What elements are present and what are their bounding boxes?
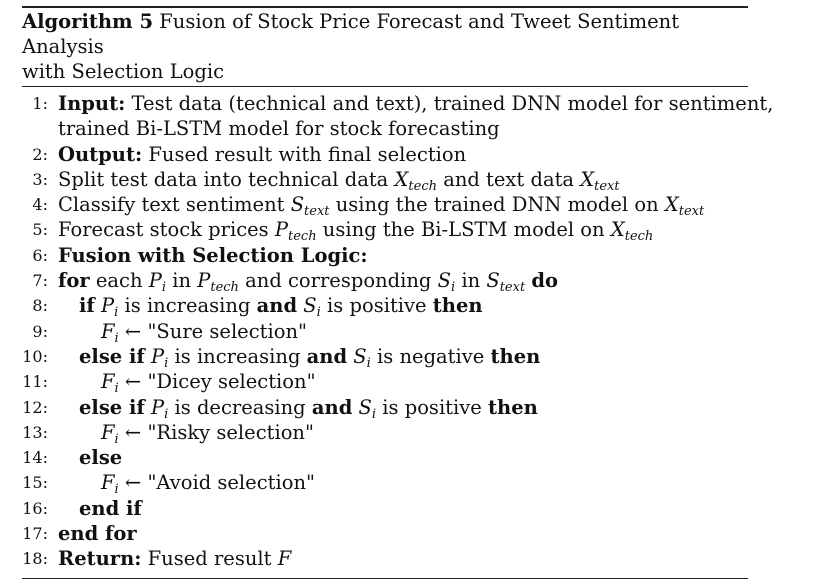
math-var: F: [101, 420, 115, 444]
line-number: 8:: [32, 296, 48, 316]
line-text: and corresponding: [245, 269, 432, 293]
line-text: Test data (technical and text), trained DNN model for sentiment,: [131, 92, 774, 115]
math-sub: i: [366, 355, 371, 371]
line-number: 6:: [32, 245, 48, 265]
keyword: do: [531, 269, 559, 293]
math-sub: i: [164, 406, 169, 422]
keyword: then: [432, 294, 483, 318]
algorithm-line: [22, 369, 748, 397]
math-var: P: [151, 395, 165, 419]
line-number: 3:: [32, 169, 48, 189]
keyword: and: [256, 294, 298, 318]
keyword: for: [58, 269, 90, 293]
math-sub: i: [114, 381, 119, 397]
line-text: Split test data into technical data: [58, 167, 389, 191]
algorithm-line: [22, 445, 748, 470]
algorithm-lines: [22, 87, 774, 578]
math-sub: i: [114, 305, 119, 321]
keyword: then: [488, 395, 538, 419]
algorithm-title-line2: with Selection Logic: [22, 60, 225, 83]
algorithm-line: [22, 91, 774, 116]
algorithm-line: [22, 293, 748, 321]
algorithm-line: [22, 319, 748, 344]
math-var: X: [580, 167, 595, 191]
line-text: is positive: [327, 294, 427, 318]
math-var: P: [197, 269, 211, 293]
math-sub: text: [304, 204, 330, 220]
assign-arrow: ←: [124, 420, 142, 444]
line-text: is decreasing: [174, 395, 306, 419]
math-var: F: [101, 370, 115, 394]
keyword: Fusion with Selection Logic:: [58, 243, 368, 267]
algorithm-line: [22, 420, 748, 445]
algorithm-caption: [22, 8, 748, 86]
algorithm-line: [22, 521, 748, 546]
algorithm-block: [22, 6, 774, 579]
line-text: and text data: [443, 167, 575, 191]
algorithm-line: [22, 395, 748, 420]
line-text: Forecast stock prices: [58, 218, 269, 242]
assign-arrow: ←: [124, 370, 142, 394]
math-sub: i: [114, 431, 119, 447]
math-sub: i: [164, 355, 169, 371]
keyword: then: [490, 344, 541, 368]
algorithm-label: Algorithm 5: [22, 10, 154, 33]
keyword: end for: [58, 522, 137, 546]
line-text: is increasing: [174, 344, 301, 368]
line-number: 10:: [22, 346, 48, 366]
line-number: 17:: [22, 524, 48, 544]
algorithm-line: [22, 116, 748, 141]
math-var: S: [486, 269, 500, 293]
keyword: Input:: [58, 92, 126, 115]
line-number: 15:: [22, 473, 48, 493]
algorithm-line: [22, 344, 748, 369]
line-text: trained Bi-LSTM model for stock forecasting: [58, 117, 500, 141]
line-text: is increasing: [124, 294, 251, 318]
line-text: in: [172, 269, 192, 293]
line-text: "Sure selection": [147, 319, 307, 343]
line-text: using the trained DNN model on: [335, 193, 659, 217]
keyword: Return:: [58, 547, 142, 571]
line-text: is positive: [382, 395, 482, 419]
line-text: "Avoid selection": [147, 471, 315, 495]
math-sub: i: [371, 406, 377, 422]
keyword: if: [79, 294, 95, 318]
math-var: S: [358, 395, 372, 419]
keyword: and: [306, 344, 348, 368]
line-text: "Risky selection": [147, 420, 314, 444]
keyword: Output:: [58, 142, 143, 166]
keyword: end if: [79, 496, 142, 520]
bottom-rule: [22, 578, 748, 579]
keyword: else if: [79, 344, 145, 368]
line-number: 1:: [32, 94, 48, 113]
line-text: is negative: [377, 344, 485, 368]
math-var: P: [148, 269, 162, 293]
line-number: 16:: [22, 498, 48, 518]
keyword: else if: [79, 395, 145, 419]
assign-arrow: ←: [124, 319, 142, 343]
algorithm-line: [22, 192, 748, 220]
math-var: F: [277, 547, 292, 571]
line-text: Fused result with final selection: [148, 142, 467, 166]
math-sub: text: [499, 280, 526, 296]
math-sub: i: [161, 280, 167, 296]
math-sub: tech: [288, 229, 317, 245]
line-text: "Dicey selection": [147, 370, 316, 394]
line-text: each: [95, 269, 143, 293]
math-sub: i: [114, 482, 119, 498]
algorithm-title-line1: Fusion of Stock Price Forecast and Tweet Sentiment Analysis: [22, 10, 680, 58]
math-var: S: [303, 294, 317, 318]
algorithm-line: [22, 546, 748, 571]
math-var: P: [151, 344, 165, 368]
math-sub: tech: [624, 229, 654, 245]
line-number: 7:: [32, 271, 48, 291]
line-text: Fused result: [147, 547, 272, 571]
algorithm-line: [22, 268, 748, 296]
algorithm-line: [22, 496, 748, 521]
math-sub: i: [114, 330, 119, 346]
assign-arrow: ←: [124, 471, 142, 495]
line-number: 2:: [32, 144, 48, 164]
line-number: 14:: [22, 448, 48, 468]
math-sub: tech: [408, 178, 437, 194]
math-var: S: [353, 344, 367, 368]
algorithm-line: [22, 217, 748, 245]
math-var: P: [274, 218, 289, 242]
algorithm-line: [22, 470, 748, 498]
math-var: X: [610, 218, 625, 242]
math-sub: i: [316, 305, 321, 321]
algorithm-line: [22, 243, 748, 268]
keyword: and: [311, 395, 353, 419]
line-text: using the Bi-LSTM model on: [322, 218, 605, 242]
math-var: F: [101, 471, 115, 495]
keyword: else: [79, 446, 123, 470]
math-var: X: [394, 167, 409, 191]
math-var: X: [664, 193, 679, 217]
math-var: F: [101, 319, 115, 343]
line-number: 12:: [22, 397, 48, 417]
math-sub: i: [450, 280, 456, 296]
math-var: S: [437, 269, 451, 293]
line-number: 9:: [32, 321, 48, 341]
line-text: in: [461, 269, 481, 293]
math-var: S: [290, 193, 305, 217]
algorithm-line: [22, 167, 748, 192]
math-sub: text: [678, 204, 705, 220]
line-number: 11:: [22, 372, 48, 392]
line-number: 13:: [22, 422, 48, 442]
line-text: Classify text sentiment: [58, 193, 285, 217]
line-number: 4:: [32, 195, 48, 215]
math-sub: text: [594, 178, 620, 194]
line-number: 18:: [22, 549, 48, 569]
math-var: P: [101, 294, 115, 318]
line-number: 5:: [32, 220, 48, 240]
algorithm-line: [22, 142, 748, 167]
math-sub: tech: [210, 280, 239, 296]
